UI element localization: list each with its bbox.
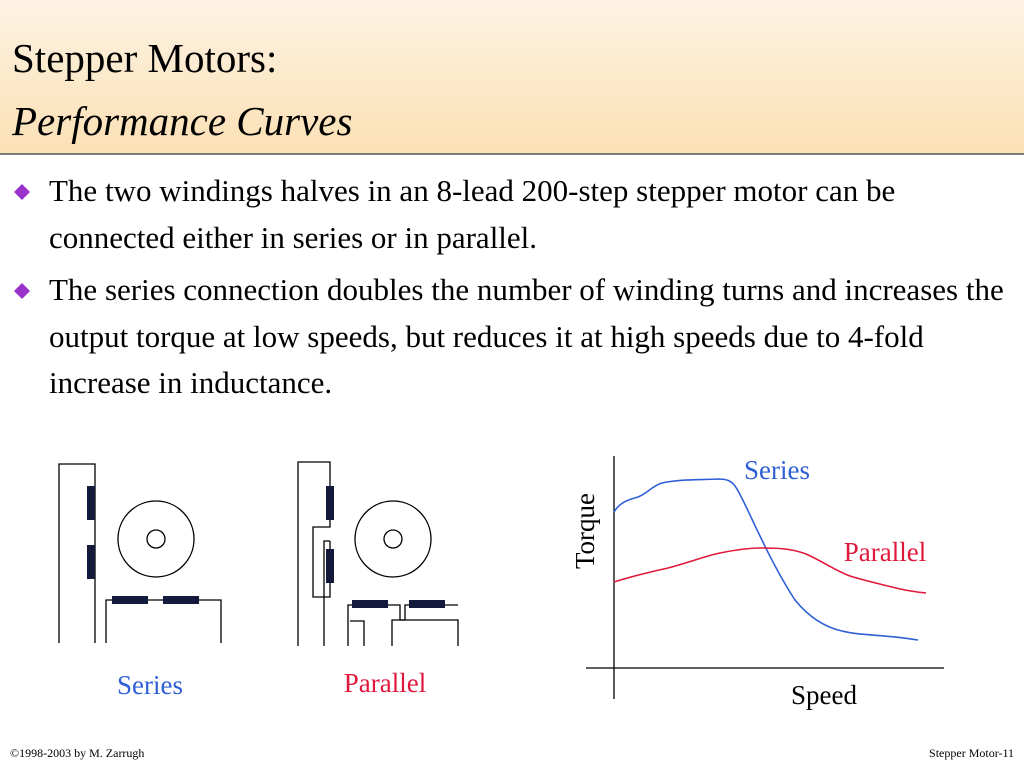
parallel-curve-label: Parallel xyxy=(843,537,927,567)
bullet-text: The two windings halves in an 8-lead 200-step stepper motor can be connected either in series or in parallel. xyxy=(49,173,896,255)
graph-xlabel: Speed xyxy=(791,680,857,710)
winding-coil xyxy=(163,596,199,604)
parallel-wiring-diagram xyxy=(298,462,458,646)
series-diagram-label: Series xyxy=(117,670,183,700)
bullet-item xyxy=(14,168,1014,261)
bullet-item xyxy=(14,267,1014,407)
slide-title: Stepper Motors: xyxy=(12,35,278,81)
title-banner xyxy=(0,0,1024,155)
parallel-windings xyxy=(326,486,445,608)
figure-area xyxy=(0,440,1024,740)
graph-ylabel: Torque xyxy=(570,492,600,570)
winding-coil xyxy=(112,596,148,604)
winding-coil xyxy=(409,600,445,608)
winding-coil xyxy=(352,600,388,608)
diamond-bullet-icon xyxy=(14,184,30,200)
diamond-bullet-icon xyxy=(14,283,30,299)
winding-coil xyxy=(87,545,95,579)
series-wiring-diagram xyxy=(59,464,221,643)
torque-speed-graph xyxy=(570,455,944,710)
winding-coil xyxy=(326,549,334,583)
winding-coil xyxy=(326,486,334,520)
parallel-diagram-label: Parallel xyxy=(343,668,427,698)
bullet-list xyxy=(14,168,1014,413)
series-curve-label: Series xyxy=(744,455,810,485)
slide-number-footer: Stepper Motor-11 xyxy=(929,746,1014,760)
slide-subtitle: Performance Curves xyxy=(12,98,353,144)
winding-coil xyxy=(87,486,95,520)
bullet-text: The series connection doubles the number of winding turns and increases the output torque at low speeds, but reduces it at high speeds due to 4-fold increase in inductance. xyxy=(49,272,1004,400)
copyright-footer: ©1998-2003 by M. Zarrugh xyxy=(10,746,145,760)
